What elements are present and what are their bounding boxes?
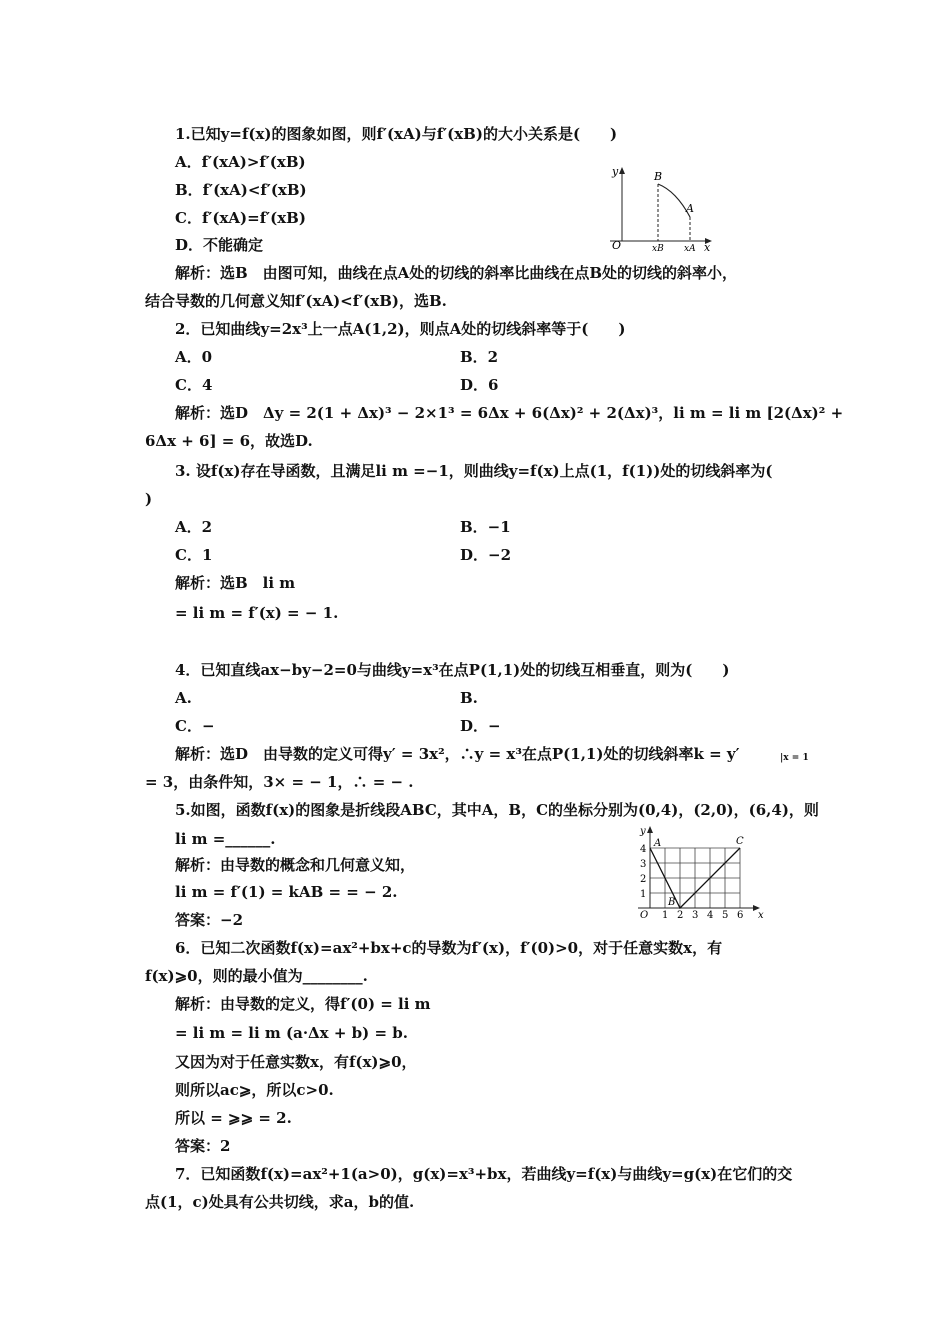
q5-solution-line1: 解析：由导数的概念和几何意义知，	[175, 856, 416, 874]
q2-option-b: B．2	[460, 348, 499, 366]
q1-curve-figure	[598, 163, 723, 253]
q6-solution-line2: = li m = li m (a·Δx + b) = b.	[175, 1024, 408, 1042]
q5-fig-x-label: x	[758, 910, 764, 921]
q5-answer: 答案：−2	[175, 911, 244, 929]
q7-stem-line2: 点(1，c)处具有公共切线，求a，b的值.	[145, 1193, 415, 1211]
q6-answer: 答案：2	[175, 1137, 231, 1155]
q1-fig-point-a: A	[686, 202, 694, 215]
q6-solution-line5: 所以 = ⩾⩾ = 2.	[175, 1109, 292, 1127]
q5-fig-xtick-1: 1	[662, 910, 669, 921]
q5-fig-xtick-3: 3	[692, 910, 699, 921]
q3-stem-line2: )	[145, 490, 153, 508]
q6-solution-line3: 又因为对于任意实数x，有f(x)⩾0，	[175, 1053, 417, 1071]
q6-solution-line1: 解析：由导数的定义，得f′(0) = li m	[175, 995, 431, 1013]
q5-fig-ytick-2: 2	[640, 874, 647, 885]
q2-option-d: D．6	[460, 376, 499, 394]
q3-option-a: A．2	[175, 518, 213, 536]
q1-fig-point-b: B	[654, 170, 663, 183]
q6-solution-line4: 则所以ac⩾，所以c>0.	[175, 1081, 334, 1099]
q5-fig-xtick-2: 2	[677, 910, 684, 921]
q4-solution-line1: 解析：选D 由导数的定义可得y′ = 3x²，∴y = x³在点P(1,1)处的切线斜率k = y′	[175, 745, 740, 763]
q5-polyline-figure	[628, 822, 770, 922]
q2-solution-line1: 解析：选D Δy = 2(1 + Δx)³ − 2×1³ = 6Δx + 6(Δx)² + 2(Δx)³，li m = li m [2(Δx)² +	[175, 404, 844, 422]
q5-fig-ytick-4: 4	[640, 844, 647, 855]
q3-option-b: B．−1	[460, 518, 511, 536]
q2-stem: 2．已知曲线y=2x³上一点A(1,2)，则点A处的切线斜率等于( )	[175, 320, 626, 338]
q4-option-d: D．−	[460, 717, 501, 735]
q1-stem: 1.已知y=f(x)的图象如图，则f′(xA)与f′(xB)的大小关系是( )	[175, 125, 618, 143]
q5-fig-ytick-1: 1	[640, 889, 647, 900]
q5-fig-xtick-5: 5	[722, 910, 729, 921]
q7-stem-line1: 7．已知函数f(x)=ax²+1(a>0)，g(x)=x³+bx，若曲线y=f(x)与曲线y=g(x)在它们的交	[175, 1165, 793, 1183]
q1-fig-origin: O	[612, 239, 622, 252]
q1-fig-xa-label: xA	[684, 244, 696, 253]
q1-fig-xb-label: xB	[652, 244, 664, 253]
q2-option-c: C．4	[175, 376, 213, 394]
q1-option-d: D．不能确定	[175, 236, 264, 254]
q5-fig-origin: O	[640, 910, 649, 921]
q1-solution-line2: 结合导数的几何意义知f′(xA)<f′(xB)，选B.	[145, 292, 447, 310]
q3-solution-line1: 解析：选B li m	[175, 574, 296, 592]
q4-solution-line2: = 3，由条件知，3× = − 1，∴ = − .	[145, 773, 414, 791]
q5-fig-point-a: A	[654, 838, 662, 849]
q1-option-b: B．f′(xA)<f′(xB)	[175, 181, 307, 199]
q5-fig-point-c: C	[736, 836, 744, 847]
q6-stem-line1: 6．已知二次函数f(x)=ax²+bx+c的导数为f′(x)，f′(0)>0，对于任意实数x，有	[175, 939, 723, 957]
q5-stem-line1: 5.如图，函数f(x)的图象是折线段ABC，其中A，B，C的坐标分别为(0,4)，(2,0)，(6,4)，则	[175, 801, 819, 819]
q4-solution-subscript: |x = 1	[780, 753, 809, 763]
q5-fig-xtick-4: 4	[707, 910, 714, 921]
q4-option-c: C．−	[175, 717, 215, 735]
q5-fig-xtick-6: 6	[737, 910, 744, 921]
q5-fig-point-b: B	[668, 897, 676, 908]
q5-stem-line2: li m =______.	[175, 830, 276, 848]
q5-fig-y-label: y	[640, 826, 646, 837]
q1-option-a: A．f′(xA)>f′(xB)	[175, 153, 306, 171]
q1-fig-x-label: x	[704, 241, 711, 253]
q3-solution-line2: = li m = f′(x) = − 1.	[175, 604, 339, 622]
q2-solution-line2: 6Δx + 6] = 6，故选D.	[145, 432, 313, 450]
q1-option-c: C．f′(xA)=f′(xB)	[175, 209, 306, 227]
q2-option-a: A．0	[175, 348, 213, 366]
q3-option-d: D．−2	[460, 546, 512, 564]
q5-solution-line2: li m = f′(1) = kAB = = − 2.	[175, 883, 398, 901]
q1-fig-y-label: y	[612, 165, 619, 178]
q5-fig-ytick-3: 3	[640, 859, 647, 870]
q1-solution-line1: 解析：选B 由图可知，曲线在点A处的切线的斜率比曲线在点B处的切线的斜率小，	[175, 264, 737, 282]
q3-option-c: C．1	[175, 546, 213, 564]
q6-stem-line2: f(x)⩾0，则的最小值为________.	[145, 967, 368, 985]
q4-option-b: B.	[460, 689, 478, 707]
q3-stem-line1: 3. 设f(x)存在导函数，且满足li m =−1，则曲线y=f(x)上点(1，f(1))处的切线斜率为(	[175, 462, 773, 480]
q4-stem: 4．已知直线ax−by−2=0与曲线y=x³在点P(1,1)处的切线互相垂直，则为( )	[175, 661, 730, 679]
q4-option-a: A.	[175, 689, 192, 707]
